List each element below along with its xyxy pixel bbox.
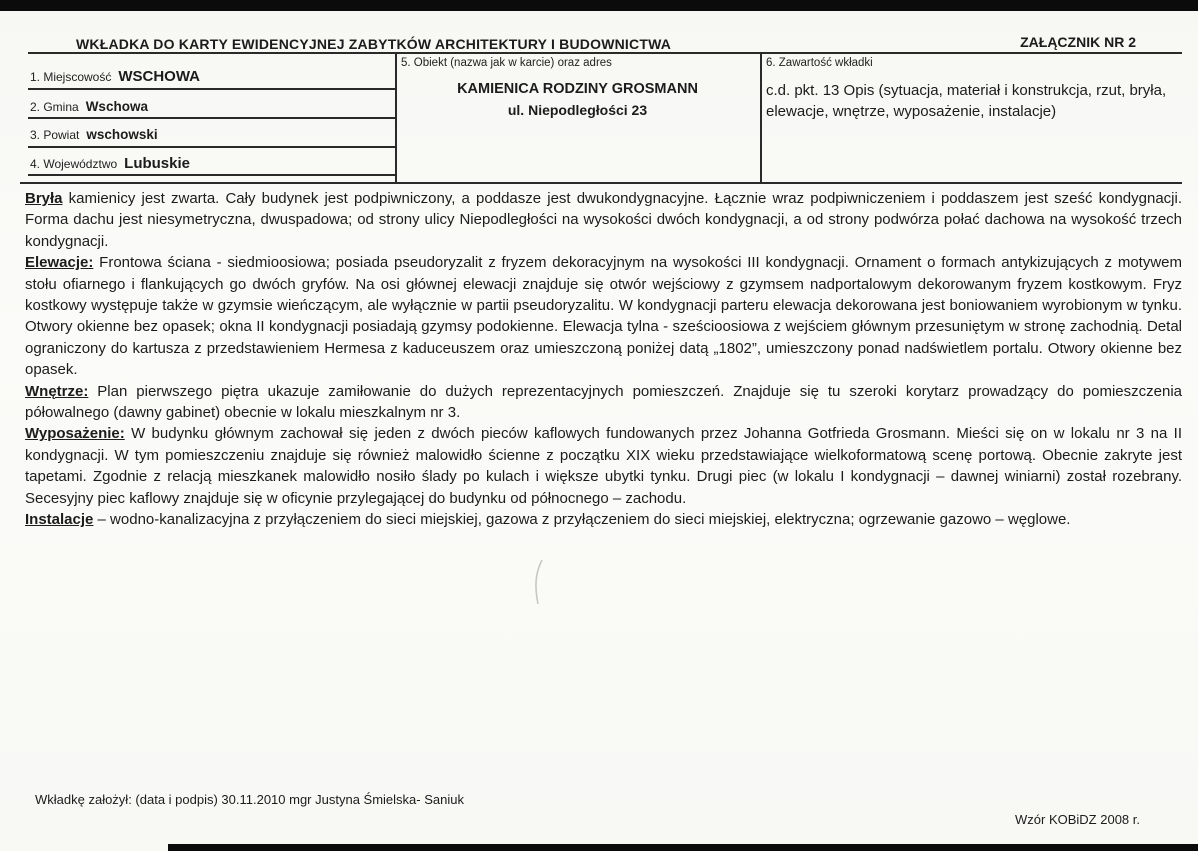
document-title: WKŁADKA DO KARTY EWIDENCYJNEJ ZABYTKÓW ARCHITEKTURY I BUDOWNICTWA xyxy=(76,36,672,52)
paragraph-wnetrze-lead: Wnętrze: xyxy=(25,382,89,400)
paragraph-wyposazenie-text: W budynku głównym zachował się jeden z dwóch pieców kaflowych fundowanych przez Johanna Gotfrieda Grosmann. Mieści się on w lokalu nr 3 na II kondygnacji. W tym pomieszczeniu znajduje się również malowidło ścienne z początku XIX wieku przedstawiające wielkoformatową scenę portową. Obecnie zakryte jest tapetami. Zgodnie z relacją mieszkanek malowidło nosiło ślady po kulach i większe ubytki tynku. Drugi piec (w lokalu I kondygnacji – dawnej winiarni) został rozebrany. Secesyjny piec kaflowy znajduje się w oficynie przylegającej do budynku od północnego – zachodu. xyxy=(25,425,1182,507)
field-locality xyxy=(30,68,200,85)
paragraph-bryla-text: kamienicy jest zwarta. Cały budynek jest podpiwniczony, a poddasze jest dwukondygnacyjne. Łącznie wraz podpiwniczeniem i poddaszem jest sześć kondygnacji. Forma dachu jest niesymetryczna, dwuspadowa; od strony ulicy Niepodległości na wysokości dwóch kondygnacji, a od strony podwórza połać dachowa na wysokość trzech kondygnacji. xyxy=(25,190,1182,250)
field-object-label: 5. Obiekt (nazwa jak w karcie) oraz adres xyxy=(401,57,612,69)
paragraph-elewacje xyxy=(25,252,1182,380)
created-by-note: Wkładkę założył: (data i podpis) 30.11.2010 mgr Justyna Śmielska- Saniuk xyxy=(35,792,464,807)
field-2-underline xyxy=(28,117,395,119)
table-vertical-rule-right xyxy=(760,52,762,182)
field-commune-label: 2. Gmina xyxy=(30,100,79,114)
paragraph-instalacje-text: – wodno-kanalizacyjna z przyłączeniem do sieci miejskiej, gazowa z przyłączeniem do sieci miejskiej, elektryczna; ogrzewanie gazowo – węglowe. xyxy=(93,511,1071,529)
field-county-label: 3. Powiat xyxy=(30,128,80,142)
header-table-top-rule xyxy=(28,52,1182,54)
paragraph-wnetrze xyxy=(25,381,1182,424)
scan-edge-top xyxy=(0,0,1198,11)
field-locality-label: 1. Miejscowość xyxy=(30,70,112,84)
field-1-underline xyxy=(28,88,395,90)
paragraph-instalacje xyxy=(25,509,1182,530)
paragraph-elewacje-text: Frontowa ściana - siedmioosiowa; posiada pseudoryzalit z fryzem dekoracyjnym na wysokości III kondygnacji. Ornament o formach antykizujących z motywem stołu ofiarnego i flankujących go dwóch gryfów. Na osi głównej elewacji znajduje się otwór wejściowy z gzymsem nadportalowym dekorowanym fryzem kostkowym. Fryz kostkowy występuje także w gzymsie wieńczącym, ale wyłącznie w partii pseudoryzalitu. W kondygnacji parteru elewacja dekorowana jest boniowaniem wyrobionym w tynku. Otwory okienne bez opasek; okna II kondygnacji posiadają gzymsy podokienne. Elewacja tylna - sześcioosiowa z wejściem głównym przesuniętym w stronę zachodnią. Detal ograniczony do kartusza z przedstawieniem Hermesa z kaduceuszem oraz umieszczoną poniżej datą „1802”, umieszczony ponad nadświetlem portalu. Otwory okienne bez opasek. xyxy=(25,254,1182,379)
paragraph-bryla-lead: Bryła xyxy=(25,190,63,207)
description-body xyxy=(25,188,1182,531)
field-county-value: wschowski xyxy=(86,127,158,142)
field-commune xyxy=(30,99,148,114)
scan-artifact xyxy=(528,558,552,606)
field-voivodeship-value: Lubuskie xyxy=(124,155,191,172)
attachment-number-label: ZAŁĄCZNIK NR 2 xyxy=(1020,34,1136,50)
field-commune-value: Wschowa xyxy=(85,99,148,114)
field-contents-label: 6. Zawartość wkładki xyxy=(766,57,873,69)
field-voivodeship xyxy=(30,155,190,172)
field-voivodeship-label: 4. Województwo xyxy=(30,157,118,171)
paragraph-wnetrze-text: Plan pierwszego piętra ukazuje zamiłowanie do dużych reprezentacyjnych pomieszczeń. Znajduje się tu szeroki korytarz prowadzący do pomieszczenia półowalnego (dawny gabinet) obecnie w lokalu mieszkalnym nr 3. xyxy=(25,382,1182,422)
paragraph-wyposazenie-lead: Wyposażenie: xyxy=(25,425,125,443)
field-4-underline xyxy=(28,174,395,176)
object-name: KAMIENICA RODZINY GROSMANN xyxy=(457,81,698,97)
paragraph-wyposazenie xyxy=(25,423,1182,509)
field-county xyxy=(30,127,158,142)
field-contents-value: c.d. pkt. 13 Opis (sytuacja, materiał i konstrukcja, rzut, bryła, elewacje, wnętrze, wyposażenie, instalacje) xyxy=(766,82,1167,120)
object-address: ul. Niepodległości 23 xyxy=(507,102,648,118)
field-locality-value: WSCHOWA xyxy=(118,68,201,85)
scan-edge-bottom xyxy=(168,844,1198,851)
paragraph-bryla xyxy=(25,188,1182,252)
paragraph-elewacje-lead: Elewacje: xyxy=(25,254,94,272)
template-note: Wzór KOBiDZ 2008 r. xyxy=(1015,812,1140,827)
paragraph-instalacje-lead: Instalacje xyxy=(25,511,94,529)
table-bottom-rule xyxy=(20,182,1182,184)
field-3-underline xyxy=(28,146,395,148)
